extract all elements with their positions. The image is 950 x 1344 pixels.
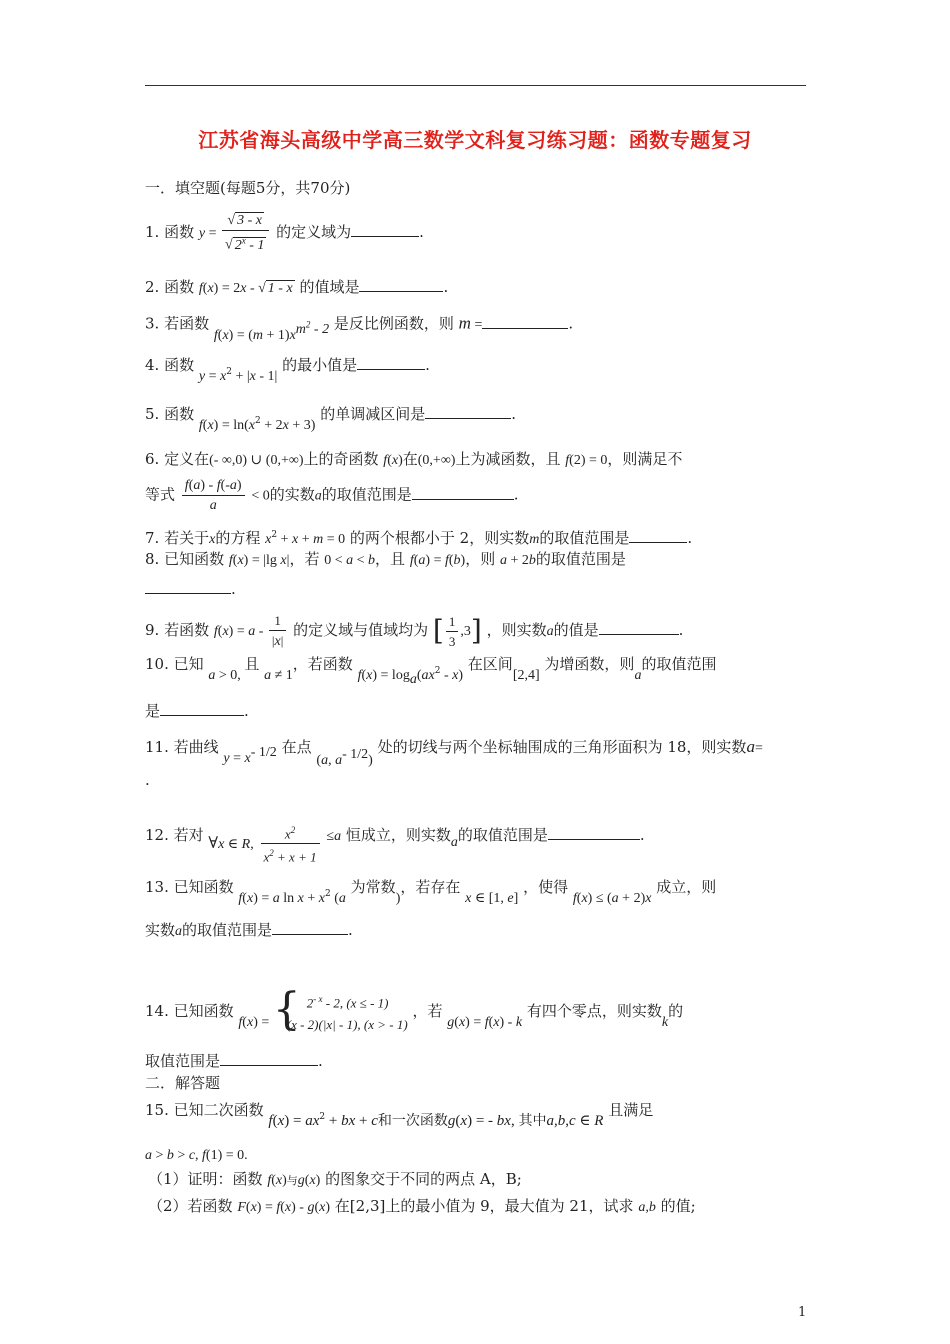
question-11-line-2: . <box>145 771 150 789</box>
question-14-line-2: 取值范围是 . <box>145 1052 323 1070</box>
question-14: 14. 已知函数 f(x) = { $2^{- x} - 2$, (x ≤ - 1) (x - 2)(|x| - 1), (x > - 1) ，若 g(x) = f(x) - k 有四个零点，则实数k的 <box>145 984 684 1035</box>
question-2: 2. 函数 f(x) = 2x - √ 1 - x 的值域是 . <box>145 278 449 296</box>
question-15-condition: a > b > c, f(1) = 0. <box>145 1148 248 1163</box>
page-number: 1 <box>798 1305 807 1320</box>
question-5: 5. 函数 $f(x) = \ln(x^2 + 2x + 3)$ 的单调减区间是 . <box>145 405 516 433</box>
question-7: 7. 若关于x的方程 $x^2 + x + m = 0$ 的两个根都小于 2，则实数m的取值范围是 . <box>145 529 693 547</box>
section-fill-in: 一．填空题(每题5分，共70分) <box>145 179 351 197</box>
question-11: 11. 若曲线 $y = x^{- 1/2}$ 在点 (a, $a^{- 1/2}$) 处的切线与两个坐标轴围成的三角形面积为 18，则实数a= <box>145 737 763 768</box>
piecewise-definition: { $2^{- x} - 2$, (x ≤ - 1) (x - 2)(|x| - 1), (x > - 1) <box>272 984 408 1035</box>
question-6-line-1: 6. 定义在(- ∞,0) ∪ (0,+∞)上的奇函数 f(x)在(0,+∞)上为减函数，且 f(2) = 0，则满足不 <box>145 450 683 468</box>
question-10-line-2: 是 . <box>145 702 249 720</box>
question-6-line-2: 等式 $\frac{f(a) - f(-a)}{a}$ < 0的实数a的取值范围是 . <box>145 478 519 513</box>
header-rule <box>145 85 806 86</box>
question-15-part-2: （2）若函数 F(x) = f(x) - g(x) 在[2,3]上的最小值为 9，最大值为 21，试求 a,b 的值; <box>148 1197 696 1215</box>
question-4: 4. 函数 $y = x^2 + |x - 1|$ 的最小值是 . <box>145 356 430 384</box>
question-15-part-1: （1）证明：函数 f(x)与g(x) 的图象交于不同的两点 A，B; <box>148 1170 522 1188</box>
question-15: 15. 已知二次函数 $f(x) = ax^2$ + bx + c和一次函数g(x) = - bx, 其中a,b,c ∈ R 且满足 <box>145 1101 654 1129</box>
question-3: 3. 若函数 $f(x) = (m + 1)x^{m^2 - 2}$ 是反比例函数，则 m = . <box>145 313 574 343</box>
question-10: 10. 已知 a > 0, 且 a ≠ 1，若函数 $f(x) = \log_a(ax^2 - x)$ 在区间[2,4] 为增函数，则a的取值范围 <box>145 655 717 687</box>
section-answer: 二．解答题 <box>145 1074 221 1092</box>
question-13-line-2: 实数a的取值范围是 . <box>145 921 353 939</box>
question-12: 12. 若对 ∀x ∈ R, $\frac{x^2}{x^2 + x + 1}$ ≤a 恒成立，则实数a的取值范围是 . <box>145 814 645 858</box>
page-title: 江苏省海头高级中学高三数学文科复习练习题：函数专题复习 <box>198 128 752 152</box>
question-8-line-2: . <box>145 578 236 599</box>
question-8: 8. 已知函数 f(x) = |lg x|，若 0 < a < b，且 f(a) = f(b)，则 a + 2b的取值范围是 <box>145 550 626 568</box>
question-9: 9. 若函数 f(x) = a - $\frac{1}{|x|}$ 的定义域与值域均为 [ $\frac{1}{3}$ ,3] ，则实数a的值是 . <box>145 613 684 649</box>
question-1: 1. 函数 y = $\frac{√ 3 - x}{√ 2^x - 1}$ 的定义域为 . <box>145 213 424 253</box>
question-13: 13. 已知函数 f(x) = a $\ln x + x^2$ (a 为常数)，若存在 x ∈ [1, e] ，使得 f(x) ≤ (a + 2)x 成立，则 <box>145 878 717 906</box>
